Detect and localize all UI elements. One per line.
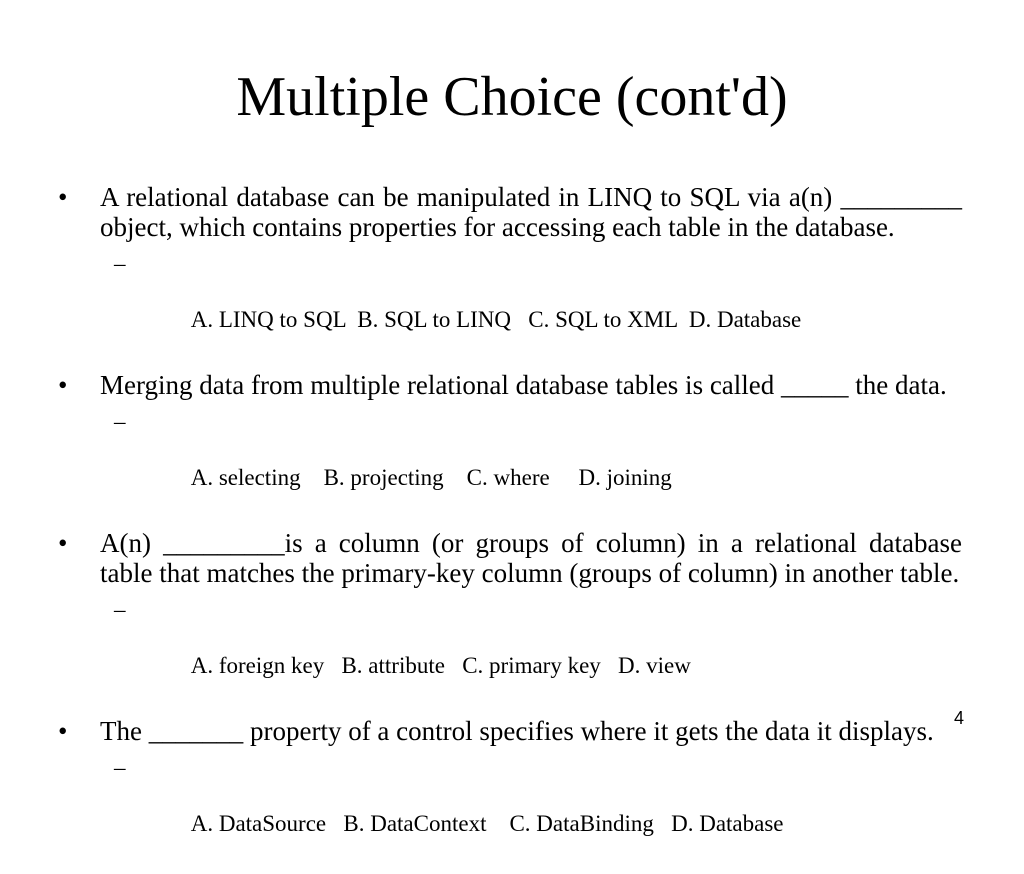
answer-options-text: A. selecting B. projecting C. where D. joining bbox=[190, 465, 672, 490]
bullet-icon: • bbox=[58, 716, 68, 746]
answer-options-text: A. foreign key B. attribute C. primary key D. view bbox=[190, 653, 691, 678]
slide-title: Multiple Choice (cont'd) bbox=[236, 66, 788, 128]
question-item bbox=[56, 370, 962, 520]
question-text: Merging data from multiple relational database tables is called _____ the data. bbox=[100, 370, 947, 400]
dash-icon: – bbox=[114, 755, 126, 780]
question-list bbox=[56, 182, 962, 874]
bullet-icon: • bbox=[58, 370, 68, 400]
question-text-container bbox=[56, 716, 962, 746]
question-text-container bbox=[56, 370, 962, 400]
answer-options bbox=[114, 250, 962, 362]
bullet-icon: • bbox=[58, 182, 68, 212]
dash-icon: – bbox=[114, 597, 126, 622]
question-text-container bbox=[56, 528, 962, 588]
question-text-container bbox=[56, 182, 962, 242]
question-item bbox=[56, 528, 962, 708]
bullet-icon: • bbox=[58, 528, 68, 558]
dash-icon: – bbox=[114, 409, 126, 434]
answer-options bbox=[114, 408, 962, 520]
answer-options bbox=[114, 754, 962, 866]
question-text: The _______ property of a control specifies where it gets the data it displays. bbox=[100, 716, 934, 746]
question-item bbox=[56, 716, 962, 866]
question-item bbox=[56, 182, 962, 362]
question-text: A(n) _________is a column (or groups of column) in a relational database table that matches the primary-key column (groups of column) in another table. bbox=[100, 528, 962, 588]
answer-options bbox=[114, 596, 962, 708]
answer-options-text: A. DataSource B. DataContext C. DataBinding D. Database bbox=[190, 811, 784, 836]
dash-icon: – bbox=[114, 251, 126, 276]
question-text: A relational database can be manipulated in LINQ to SQL via a(n) _________ object, which contains properties for accessing each table in the database. bbox=[100, 182, 962, 242]
answer-options-text: A. LINQ to SQL B. SQL to LINQ C. SQL to XML D. Database bbox=[190, 307, 802, 332]
slide-number: 4 bbox=[953, 708, 964, 728]
